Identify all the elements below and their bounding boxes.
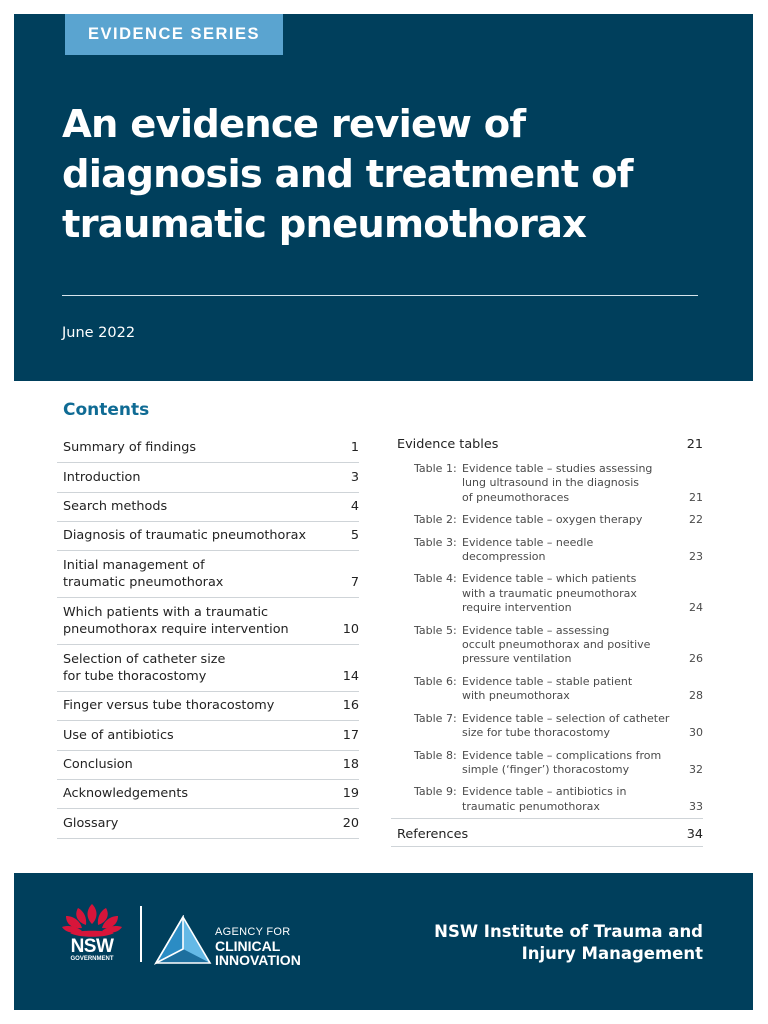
toc-entry-page: 19: [342, 786, 359, 802]
toc-entry-page: 7: [350, 575, 359, 591]
toc-entry-label: Summary of findings: [63, 440, 197, 456]
toc-table-number: Table 3:: [414, 535, 457, 549]
toc-table-label: Evidence table – assessing occult pneumothorax and positive pressure ventilation: [462, 623, 651, 666]
toc-table-number: Table 7:: [414, 711, 457, 725]
aci-line-1: AGENCY FOR: [215, 926, 291, 938]
toc-table-label: Evidence table – oxygen therapy: [462, 513, 643, 527]
document-title: An evidence review of diagnosis and treatment of traumatic pneumothorax: [62, 102, 633, 247]
toc-entry-label: References: [397, 827, 469, 843]
toc-entry[interactable]: [57, 645, 359, 692]
aci-logo-text: [215, 925, 301, 967]
toc-entry-label: Acknowledgements: [63, 786, 189, 802]
toc-table-page: 22: [689, 513, 703, 527]
contents-list-right: [391, 434, 703, 847]
toc-entry-page: 4: [350, 498, 359, 514]
toc-table-page: 28: [689, 689, 703, 703]
aci-line-2: CLINICAL: [215, 938, 281, 954]
toc-entry-evidence-tables[interactable]: [391, 434, 703, 456]
toc-entry-label: Diagnosis of traumatic pneumothorax: [63, 528, 307, 544]
toc-entry-label: Glossary: [63, 815, 119, 831]
organisation-name: NSW Institute of Trauma and Injury Management: [434, 922, 703, 963]
toc-entry-label: Selection of catheter size for tube thoracostomy: [63, 652, 226, 685]
toc-table-page: 24: [689, 601, 703, 615]
toc-entry-references[interactable]: [391, 818, 703, 846]
toc-entry-label: Conclusion: [63, 757, 133, 773]
toc-table-number: Table 8:: [414, 748, 457, 762]
toc-entry-page: 34: [686, 827, 703, 843]
toc-entry-page: 10: [342, 622, 359, 638]
toc-table-entry[interactable]: [391, 572, 703, 615]
series-badge: EVIDENCE SERIES: [65, 14, 283, 55]
toc-table-label: Evidence table – stable patient with pneumothorax: [462, 674, 633, 703]
toc-table-label: Evidence table – needle decompression: [462, 535, 594, 564]
toc-entry[interactable]: [57, 493, 359, 522]
toc-table-number: Table 1:: [414, 462, 457, 475]
toc-entry-page: 18: [342, 757, 359, 773]
toc-entry-label: Which patients with a traumatic pneumothorax require intervention: [63, 605, 289, 638]
toc-entry-page: 1: [350, 440, 359, 456]
toc-entry-page: 14: [342, 669, 359, 685]
contents-list-left: [57, 434, 359, 839]
contents-heading: Contents: [63, 400, 150, 420]
toc-entry-page: 21: [686, 437, 703, 452]
toc-table-entry[interactable]: [391, 536, 703, 565]
toc-entry-label: Finger versus tube thoracostomy: [63, 698, 275, 714]
toc-table-number: Table 9:: [414, 785, 457, 799]
cover-banner: [14, 14, 753, 381]
nsw-logo-text: NSW: [70, 936, 114, 957]
toc-table-number: Table 5:: [414, 623, 457, 637]
toc-entry[interactable]: [57, 434, 359, 463]
toc-table-number: Table 4:: [414, 572, 457, 586]
title-divider: [62, 295, 698, 296]
evidence-table-list: [391, 462, 703, 814]
toc-table-page: 26: [689, 652, 703, 666]
toc-entry-page: 3: [350, 469, 359, 485]
toc-entry[interactable]: [57, 692, 359, 721]
toc-entry[interactable]: [57, 551, 359, 598]
toc-table-entry[interactable]: [391, 712, 703, 741]
publication-date: June 2022: [62, 325, 136, 341]
toc-entry-label: Use of antibiotics: [63, 727, 174, 743]
toc-table-entry[interactable]: [391, 785, 703, 814]
toc-table-label: Evidence table – which patients with a traumatic pneumothorax require intervention: [462, 572, 637, 615]
toc-entry[interactable]: [57, 598, 359, 645]
toc-table-page: 33: [689, 799, 703, 813]
toc-table-number: Table 2:: [414, 513, 457, 527]
toc-entry[interactable]: [57, 721, 359, 750]
toc-table-label: Evidence table – selection of catheter size for tube thoracostomy: [462, 711, 670, 740]
references-rule: [391, 846, 703, 847]
toc-entry-page: 5: [350, 528, 359, 544]
toc-entry[interactable]: [57, 463, 359, 492]
toc-table-entry[interactable]: [391, 675, 703, 704]
toc-entry-label: Initial management of traumatic pneumothorax: [63, 558, 224, 591]
footer-banner: [14, 873, 753, 1010]
toc-entry[interactable]: [57, 809, 359, 838]
toc-table-label: Evidence table – complications from simple (‘finger’) thoracostomy: [462, 748, 662, 776]
aci-line-3: INNOVATION: [215, 952, 301, 968]
toc-entry[interactable]: [57, 780, 359, 809]
aci-triangle-icon: [154, 915, 212, 965]
toc-table-entry[interactable]: [391, 749, 703, 778]
toc-entry-label: Evidence tables: [397, 437, 499, 452]
toc-table-entry[interactable]: [391, 513, 703, 527]
toc-entry-page: 16: [342, 698, 359, 714]
toc-table-entry[interactable]: [391, 624, 703, 667]
toc-entry[interactable]: [57, 522, 359, 551]
toc-table-label: Evidence table – antibiotics in traumatic penumothorax: [462, 785, 627, 813]
toc-entry-label: Introduction: [63, 469, 141, 485]
toc-entry-page: 20: [342, 815, 359, 831]
toc-table-page: 32: [689, 762, 703, 776]
toc-table-entry[interactable]: [391, 462, 703, 505]
toc-table-page: 23: [689, 550, 703, 564]
toc-entry[interactable]: [57, 751, 359, 780]
toc-entry-page: 17: [342, 727, 359, 743]
logo-divider: [140, 906, 142, 962]
toc-table-number: Table 6:: [414, 674, 457, 688]
toc-table-page: 21: [689, 490, 703, 504]
toc-table-page: 30: [689, 726, 703, 740]
toc-table-label: Evidence table – studies assessing lung ultrasound in the diagnosis of pneumothoraces: [462, 462, 653, 504]
nsw-logo-subtext: GOVERNMENT: [70, 956, 114, 962]
toc-entry-label: Search methods: [63, 498, 168, 514]
